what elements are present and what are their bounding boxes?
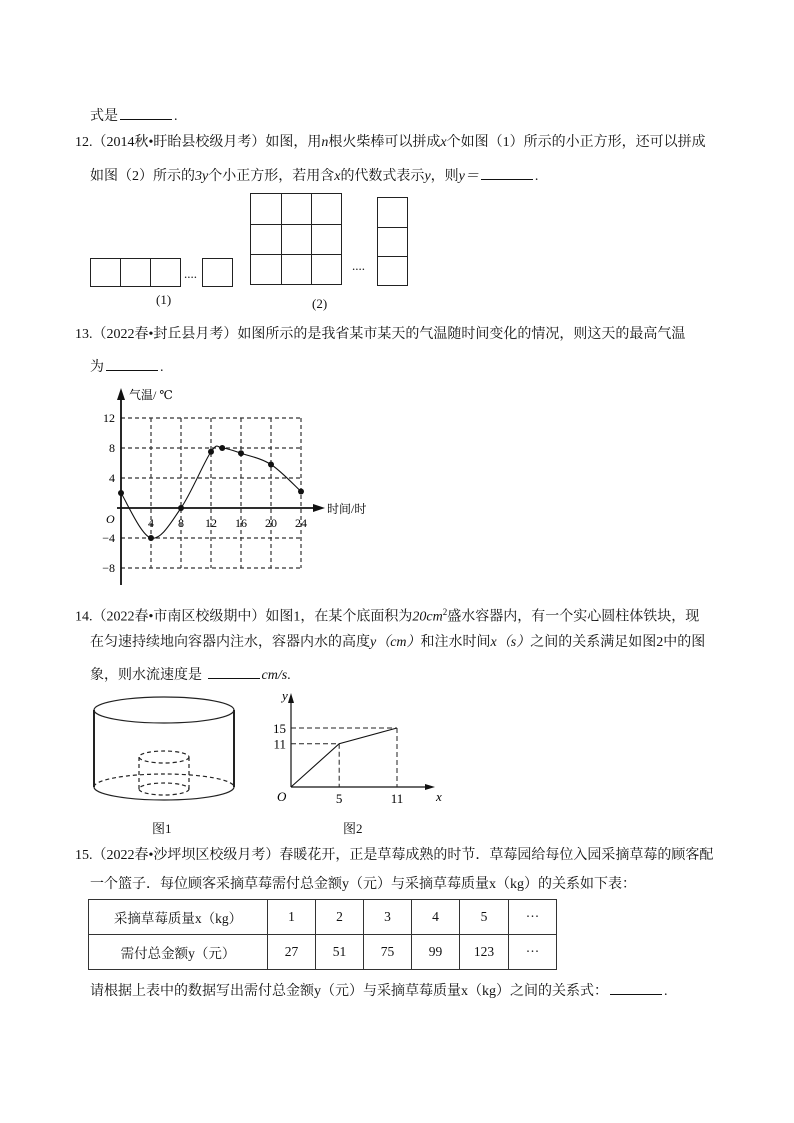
cell: 123	[460, 935, 509, 970]
y-tick-label: 4	[109, 471, 115, 485]
x-tick-label: 5	[335, 791, 343, 806]
unit: cm/s	[261, 668, 288, 683]
period: .	[174, 109, 178, 124]
ellipsis: ....	[352, 258, 365, 273]
text: 如图所示的是我省某市某天的气温随时间变化的情况，则这天的最高气温	[237, 327, 686, 342]
cell: 2	[316, 900, 364, 935]
cell: 3	[364, 900, 412, 935]
text: 盛水容器内，有一个实心圆柱体铁块，现	[447, 609, 700, 625]
x-tick-label: 4	[148, 516, 154, 530]
period: .	[664, 984, 668, 999]
question-source: （2014秋•盱眙县校级月考）	[92, 135, 266, 150]
strawberry-table	[88, 899, 557, 970]
origin-label: O	[106, 512, 115, 526]
q15-line2: 一个篮子．每位顾客采摘草莓需付总金额y（元）与采摘草莓质量x（kg）的关系如下表：	[90, 877, 636, 892]
origin-label: O	[277, 789, 287, 804]
var: x	[334, 169, 341, 184]
var: y＝	[458, 169, 479, 184]
cell: 75	[364, 935, 412, 970]
text: 的代数式表示	[340, 169, 425, 184]
question-number: 15.	[75, 848, 93, 863]
answer-blank	[610, 981, 662, 995]
x-tick-label: 24	[295, 516, 307, 530]
x-axis-label: 时间/时	[327, 502, 367, 516]
area-value: 20cm	[412, 609, 443, 625]
x-axis-arrow-icon	[425, 784, 435, 790]
cell: 27	[268, 935, 316, 970]
q11-text: 式是	[90, 109, 118, 124]
cell: ···	[509, 900, 557, 935]
var: y	[424, 169, 431, 184]
cell: 4	[412, 900, 460, 935]
text: 个如图（1）所示的小正方形，还可以拼成	[446, 135, 706, 150]
text: 和注水时间	[420, 635, 491, 650]
question-number: 12.	[75, 135, 93, 150]
text: 之间的关系满足如图2中的图	[530, 635, 706, 650]
table-row	[89, 935, 557, 970]
y-axis-arrow-icon	[288, 693, 294, 703]
row-header: 采摘草莓质量x（kg）	[89, 900, 268, 935]
var: 3y	[195, 169, 209, 184]
text: 象，则水流速度是	[90, 668, 202, 683]
cell: 51	[316, 935, 364, 970]
period: .	[534, 169, 539, 184]
superscript: 2	[442, 607, 448, 617]
text: 根火柴棒可以拼成	[328, 135, 441, 150]
cell: 1	[268, 900, 316, 935]
text: 个小正方形，若用含	[208, 169, 335, 184]
var: x（s）	[490, 635, 531, 650]
figure-label: 图1	[152, 821, 172, 836]
ellipsis: ....	[184, 266, 197, 281]
q15-line1	[75, 847, 713, 865]
text: ，则	[430, 169, 459, 184]
figure-label: (2)	[312, 296, 328, 311]
text: 春暖花开，正是草莓成熟的时节．草莓园给每位入园采摘草莓的顾客配	[279, 848, 714, 863]
text: 如图，用	[265, 135, 322, 150]
var: y（cm）	[370, 635, 421, 650]
question-number: 14.	[75, 609, 93, 625]
row-header: 需付总金额y（元）	[89, 935, 268, 970]
x-tick-label: 11	[390, 791, 404, 806]
period: .	[160, 360, 164, 375]
y-tick-label: 12	[103, 411, 115, 425]
cell: 99	[412, 935, 460, 970]
y-tick-label: 15	[273, 721, 286, 736]
q15-line3	[90, 981, 668, 1001]
text: 在匀速持续地向容器内注水，容器内水的高度	[90, 635, 370, 650]
question-source: （2022春•沙坪坝区校级月考）	[92, 848, 280, 863]
question-source: （2022春•封丘县月考）	[92, 327, 238, 342]
cell: 5	[460, 900, 509, 935]
x-tick-label: 8	[178, 516, 184, 530]
y-axis-label: y	[282, 688, 288, 703]
var: x	[440, 135, 447, 150]
y-tick-label: 8	[109, 441, 115, 455]
x-tick-label: 20	[265, 516, 277, 530]
text: 请根据上表中的数据写出需付总金额y（元）与采摘草莓质量x（kg）之间的关系式：	[90, 984, 608, 999]
x-tick-label: 16	[235, 516, 247, 530]
figure-label: 图2	[343, 821, 363, 836]
y-tick-label: 11	[273, 736, 286, 752]
question-source: （2022春•市南区校级期中）	[92, 609, 266, 625]
height-line	[291, 728, 397, 787]
y-axis-label: 气温/ ℃	[129, 388, 173, 402]
var: n	[321, 135, 329, 150]
y-tick-label: −4	[102, 531, 115, 545]
period: .	[287, 668, 291, 683]
text: 如图1，在某个底面积为	[265, 609, 413, 625]
question-number: 13.	[75, 327, 93, 342]
x-axis-label: x	[436, 789, 442, 804]
table-row	[89, 900, 557, 935]
figure-label: (1)	[156, 292, 172, 307]
x-tick-label: 12	[205, 516, 217, 530]
y-tick-label: −8	[102, 561, 115, 575]
text: 为	[90, 360, 104, 375]
cell: ···	[509, 935, 557, 970]
text: 如图（2）所示的	[90, 169, 195, 184]
